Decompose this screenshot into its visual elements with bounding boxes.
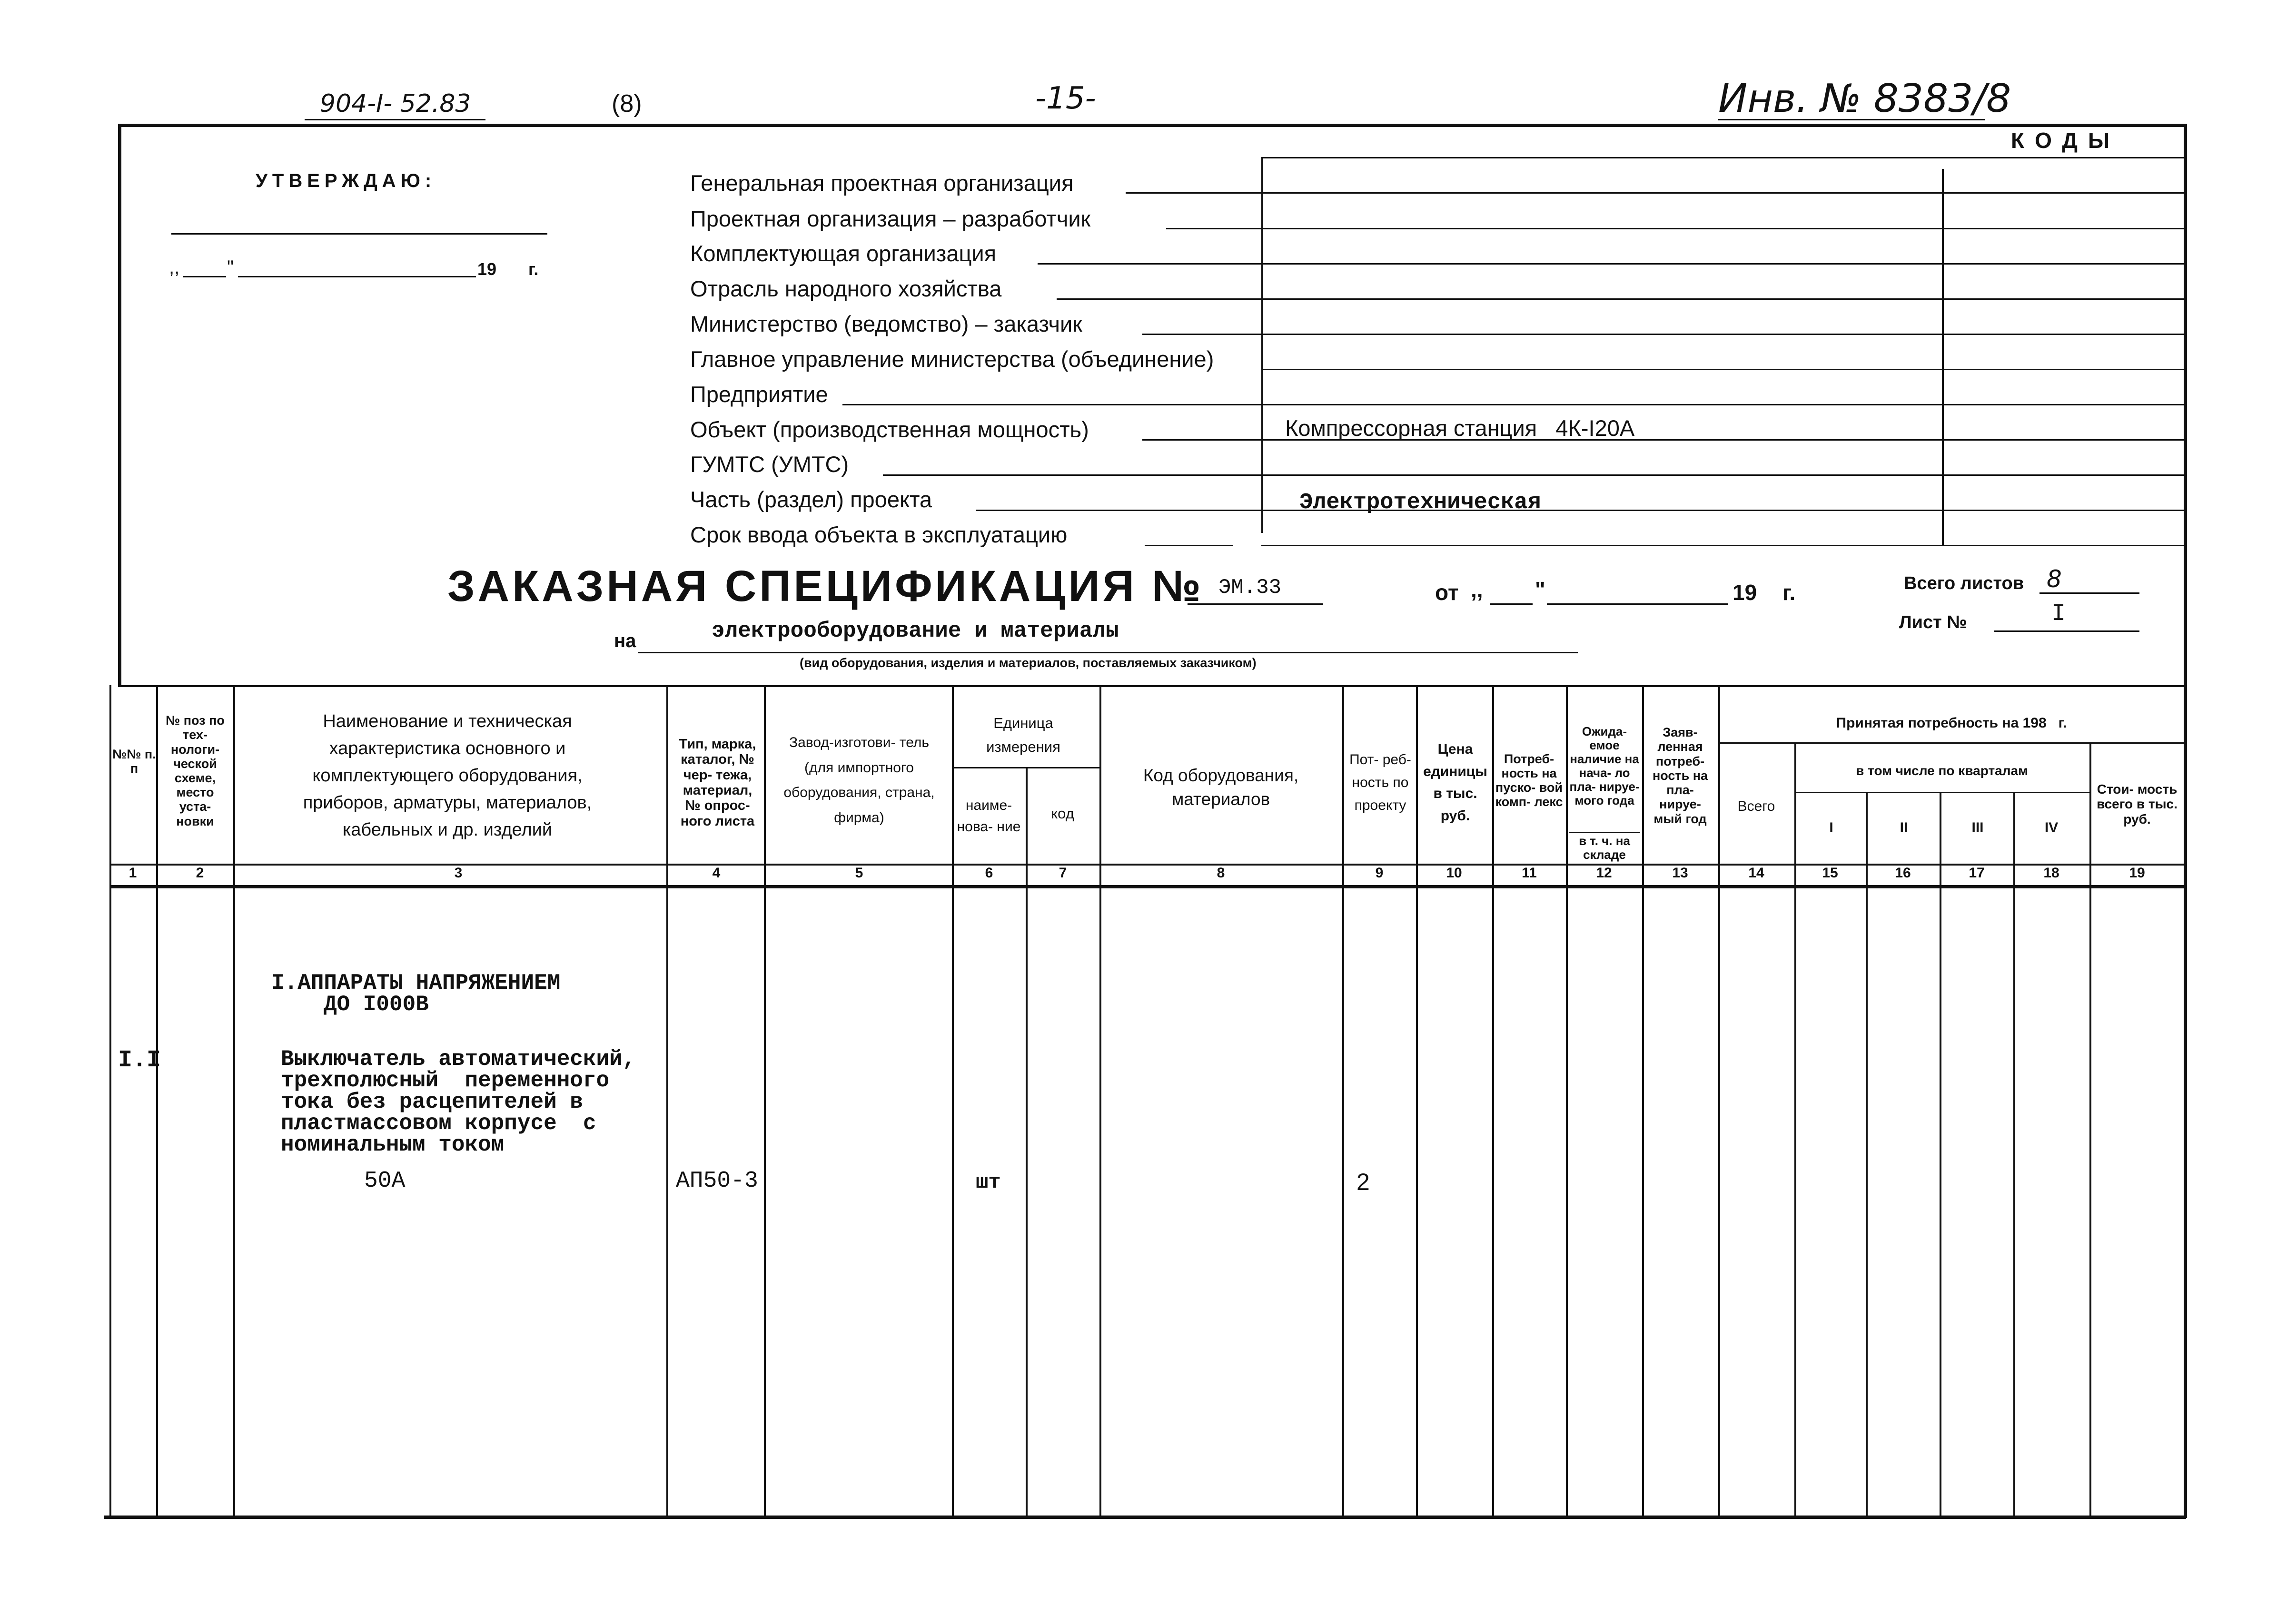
- field-line: [1142, 439, 1261, 441]
- header-unit-code: код: [1051, 805, 1074, 822]
- header-row-number: №№ п. п: [112, 747, 156, 776]
- spec-quote-close: ": [1535, 577, 1545, 602]
- field-value-line: [1261, 474, 2185, 476]
- row-name-line-2: трехполюсный переменного: [281, 1068, 610, 1093]
- field-line: [1166, 228, 1261, 229]
- header-unit-name: наиме- нова- ние: [957, 797, 1021, 835]
- spec-title: ЗАКАЗНАЯ СПЕЦИФИКАЦИЯ №: [447, 562, 1204, 610]
- colnum-row-bottom: [109, 885, 2186, 888]
- header-unit: Единица измерения: [986, 715, 1060, 755]
- header-type: Тип, марка, каталог, № чер- тежа, материал, № опрос- ного листа: [679, 736, 756, 829]
- field-general-org-label: Генеральная проектная организация: [690, 170, 1074, 196]
- col-sep-9-10: [1416, 685, 1418, 1518]
- row-name-line-3: тока без расцепителей в: [281, 1090, 583, 1114]
- frame-left-upper: [118, 124, 121, 685]
- field-value-line: [1261, 298, 2185, 300]
- header-quarters: в том числе по кварталам: [1856, 763, 2028, 778]
- spec-quote-open: ,,: [1471, 577, 1483, 602]
- approve-quote-open: ,,: [169, 257, 180, 278]
- header-manufacturer: Завод-изготови- тель (для импортного оборудования, страна, фирма): [783, 735, 935, 826]
- header-equipment-code: Код оборудования, материалов: [1143, 766, 1299, 809]
- col-sep-17-18: [2013, 792, 2015, 1518]
- field-main-dept-label: Главное управление министерства (объединение): [690, 346, 1214, 372]
- col-sep-10-11: [1492, 685, 1494, 1518]
- field-line: [1145, 545, 1233, 546]
- section-title: I.АППАРАТЫ НАПРЯЖЕНИЕМ: [271, 971, 561, 995]
- approve-day-line: [183, 276, 226, 277]
- approve-quote-close: ": [227, 257, 234, 278]
- col-sep-18-19: [2089, 742, 2091, 1518]
- album-number: (8): [612, 90, 642, 118]
- field-supply-org-label: Комплектующая организация: [690, 241, 997, 266]
- row-rating: 50А: [364, 1168, 406, 1194]
- field-value-line: [1261, 545, 2185, 546]
- field-value-line: [1261, 404, 2185, 405]
- quarters-header-line: [1794, 792, 2089, 793]
- header-expected-stock: Ожида- емое наличие на нача- ло пла- нируе- мого года: [1569, 724, 1640, 808]
- col-sep-4-5: [764, 685, 766, 1518]
- col-sep-1-2: [156, 685, 158, 1518]
- approve-month-line: [238, 276, 476, 277]
- field-project-part-label: Часть (раздел) проекта: [690, 487, 932, 512]
- header-declared-need: Заяв- ленная потреб- ность на пла- нируе- мый год: [1652, 725, 1708, 826]
- row-name-line-5: номинальным током: [281, 1132, 505, 1157]
- document-code: 904-I- 52.83: [320, 89, 471, 118]
- row-type: АП50-3: [676, 1168, 758, 1194]
- header-q4: IV: [2044, 820, 2059, 836]
- table-bottom: [104, 1516, 2186, 1519]
- header-q3: III: [1971, 820, 1984, 836]
- top-underline-code: [305, 119, 485, 120]
- spec-from-label: от: [1435, 580, 1459, 605]
- values-codes-divider: [1942, 169, 1944, 545]
- col-sep-5-6: [952, 685, 954, 1518]
- spec-number-line: [1188, 603, 1323, 605]
- sheet-label: Лист №: [1899, 612, 1967, 632]
- total-sheets-line: [2039, 592, 2139, 594]
- frame-top: [118, 124, 2186, 127]
- field-line: [976, 510, 1261, 511]
- field-design-org-label: Проектная организация – разработчик: [690, 206, 1091, 231]
- spec-number: ЭМ.33: [1218, 576, 1282, 600]
- spec-year: 19: [1732, 580, 1757, 605]
- spec-na-label: на: [614, 630, 636, 651]
- field-line: [1142, 334, 1261, 335]
- field-commission-date-label: Срок ввода объекта в эксплуатацию: [690, 522, 1068, 547]
- header-position: № поз по тех- нологи- ческой схеме, место уста- новки: [166, 713, 225, 828]
- inventory-number: Инв. № 8383/8: [1718, 76, 2011, 121]
- col-sep-2-3: [233, 685, 235, 1518]
- spec-month-line: [1547, 603, 1728, 605]
- field-industry-label: Отрасль народного хозяйства: [690, 276, 1002, 301]
- col-sep-8-9: [1342, 685, 1344, 1518]
- approve-signature-line: [171, 233, 547, 235]
- col-sep-12-13: [1642, 685, 1644, 1518]
- field-object-label: Объект (производственная мощность): [690, 417, 1089, 442]
- col-sep-6-7: [1026, 767, 1028, 1518]
- stock-header-line: [1569, 832, 1640, 833]
- field-project-part-value: Электротехническая: [1299, 490, 1541, 515]
- col-sep-1-left: [109, 685, 111, 1518]
- header-name: Наименование и техническая характеристика основного и комплектующего оборудования, приборов, арматуры, материалов, кабельных и др. изделий: [303, 711, 592, 840]
- field-object-value: Компрессорная станция 4К-I20А: [1285, 415, 1635, 441]
- row-unit: шт: [976, 1171, 1001, 1194]
- header-in-warehouse: в т. ч. на складе: [1579, 833, 1630, 862]
- col-sep-13-14: [1718, 685, 1720, 1518]
- header-cost-total: Стои- мость всего в тыс. руб.: [2097, 781, 2178, 827]
- field-value-line: [1261, 192, 2185, 194]
- field-value-line: [1261, 510, 2185, 511]
- field-gumts-label: ГУМТС (УМТС): [690, 452, 849, 477]
- codes-title: КОДЫ: [2011, 128, 2120, 153]
- field-line: [1126, 192, 1261, 194]
- col-sep-16-17: [1940, 792, 1941, 1518]
- total-sheets-value: 8: [2047, 565, 2062, 593]
- header-total: Всего: [1737, 798, 1775, 815]
- header-q1: I: [1829, 820, 1833, 836]
- values-left-border: [1261, 157, 1263, 533]
- col-sep-3-4: [666, 685, 668, 1518]
- approve-year: 19: [477, 259, 497, 279]
- col-sep-15-16: [1866, 792, 1868, 1518]
- spec-year-suffix: г.: [1782, 580, 1796, 605]
- frame-right: [2184, 124, 2187, 1518]
- table-top-line: [118, 685, 2186, 687]
- field-value-line: [1261, 334, 2185, 335]
- spec-subject: электрооборудование и материалы: [712, 619, 1119, 643]
- header-unit-price: Цена единицы в тыс. руб.: [1423, 741, 1487, 824]
- field-value-line: [1261, 263, 2185, 265]
- field-line: [883, 474, 1261, 476]
- header-accepted-need: Принятая потребность на 198 г.: [1836, 715, 2067, 731]
- row-name-line-4: пластмассовом корпусе с: [281, 1111, 596, 1136]
- table-header-bottom: [109, 864, 2186, 866]
- row-number: I.I: [118, 1047, 161, 1074]
- spec-subject-line: [638, 652, 1578, 653]
- section-subtitle: ДО I000В: [324, 992, 429, 1017]
- field-line: [1038, 263, 1261, 265]
- field-value-line: [1261, 439, 2185, 441]
- row-quantity: 2: [1356, 1169, 1370, 1195]
- approve-year-suffix: г.: [528, 259, 539, 279]
- row-name-line-1: Выключатель автоматический,: [281, 1047, 636, 1072]
- header-q2: II: [1900, 820, 1908, 836]
- total-sheets-label: Всего листов: [1904, 573, 2024, 593]
- accepted-header-line: [1718, 742, 2185, 744]
- field-line: [1057, 298, 1261, 300]
- spec-subject-caption: (вид оборудования, изделия и материалов, поставляемых заказчиком): [800, 656, 1257, 670]
- header-project-need: Пот- реб- ность по проекту: [1349, 752, 1411, 813]
- field-value-line: [1261, 369, 2185, 370]
- header-startup-need: Потреб- ность на пуско- вой комп- лекс: [1495, 751, 1563, 809]
- sheet-line: [1994, 630, 2139, 632]
- spec-day-line: [1490, 603, 1533, 605]
- top-underline-inventory: [1718, 119, 1985, 120]
- field-ministry-label: Министерство (ведомство) – заказчик: [690, 311, 1082, 336]
- approve-title: УТВЕРЖДАЮ:: [256, 170, 436, 191]
- codes-header-line: [1261, 157, 2185, 158]
- field-value-line: [1261, 228, 2185, 229]
- col-sep-14-15: [1794, 742, 1796, 1518]
- sheet-value: I: [2051, 600, 2066, 628]
- col-sep-7-8: [1099, 685, 1101, 1518]
- page-number: -15-: [1035, 81, 1096, 116]
- field-enterprise-label: Предприятие: [690, 382, 828, 407]
- field-line: [842, 404, 1261, 405]
- col-sep-11-12: [1566, 685, 1568, 1518]
